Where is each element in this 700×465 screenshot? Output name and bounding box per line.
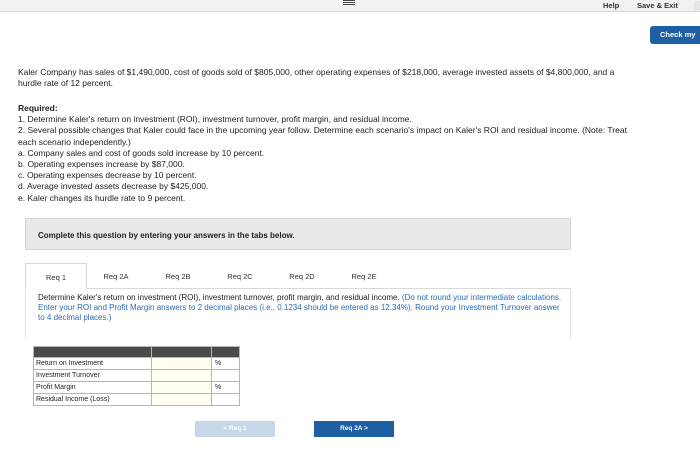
row-label: Residual Income (Loss) — [34, 394, 152, 406]
tab-req-1[interactable]: Req 1 — [25, 263, 87, 289]
answer-table — [33, 346, 240, 406]
unit-cell — [212, 394, 240, 406]
table-row — [34, 394, 240, 406]
required-item: e. Kaler changes its hurdle rate to 9 percent. — [18, 192, 186, 203]
profit-margin-input[interactable] — [152, 382, 212, 394]
menu-icon[interactable] — [343, 0, 355, 6]
tab-panel — [25, 289, 571, 339]
prev-req-button[interactable]: < Req 1 — [195, 421, 275, 437]
tab-req-2c[interactable]: Req 2C — [227, 272, 253, 281]
required-section — [18, 103, 638, 204]
table-row — [34, 358, 240, 370]
tab-req-2a[interactable]: Req 2A — [103, 272, 129, 281]
required-item: a. Company sales and cost of goods sold increase by 10 percent. — [18, 147, 265, 158]
tab-req-2d[interactable]: Req 2D — [289, 272, 315, 281]
complete-banner — [25, 218, 571, 250]
required-item: 2. Several possible changes that Kaler could face in the upcoming year follow. Determine each scenario's impact on Kaler's ROI and residual income. (Note: Treat each scenario independently.) — [18, 125, 627, 147]
required-item: d. Average invested assets decrease by $425,000. — [18, 181, 209, 192]
help-link[interactable]: Help — [603, 1, 620, 10]
percent-unit: % — [212, 382, 240, 394]
residual-income-input[interactable] — [152, 394, 212, 406]
percent-unit: % — [212, 358, 240, 370]
tab-req-2b[interactable]: Req 2B — [165, 272, 191, 281]
submit-button[interactable] — [694, 1, 700, 10]
complete-banner-text: Complete this question by entering your answers in the tabs below. — [38, 231, 295, 240]
table-row — [34, 382, 240, 394]
investment-turnover-input[interactable] — [152, 370, 212, 382]
table-header — [34, 347, 240, 358]
required-item: 1. Determine Kaler's return on investment (ROI), investment turnover, profit margin, and residual income. — [18, 114, 412, 125]
unit-cell — [212, 370, 240, 382]
top-toolbar — [0, 0, 700, 12]
save-exit-button[interactable]: Save & Exit — [637, 1, 678, 10]
instructions-main: Determine Kaler's return on investment (ROI), investment turnover, profit margin, and residual income. — [38, 293, 400, 302]
next-req-button[interactable]: Req 2A > — [314, 421, 394, 437]
roi-input[interactable] — [152, 358, 212, 370]
table-row — [34, 370, 240, 382]
instructions-note: (Do not round your intermediate calculations. Enter your ROI and Profit Margin answers to 2 decimal places (i.e., 0.1234 should be entered as 12.34%). Round your Investment Turnover answer to 4 decimal places.) — [38, 293, 562, 322]
required-title: Required: — [18, 103, 58, 113]
instructions — [38, 293, 563, 323]
check-my-work-button[interactable]: Check my — [650, 26, 700, 44]
tab-bar — [25, 263, 571, 289]
problem-intro: Kaler Company has sales of $1,490,000, cost of goods sold of $805,000, other operating expenses of $218,000, average invested assets of $4,800,000, and a hurdle rate of 12 percent. — [18, 67, 615, 88]
required-item: b. Operating expenses increase by $87,000. — [18, 159, 185, 170]
row-label: Profit Margin — [34, 382, 152, 394]
row-label: Return on Investment — [34, 358, 152, 370]
tab-req-2e[interactable]: Req 2E — [351, 272, 377, 281]
required-item: c. Operating expenses decrease by 10 percent. — [18, 170, 197, 181]
row-label: Investment Turnover — [34, 370, 152, 382]
